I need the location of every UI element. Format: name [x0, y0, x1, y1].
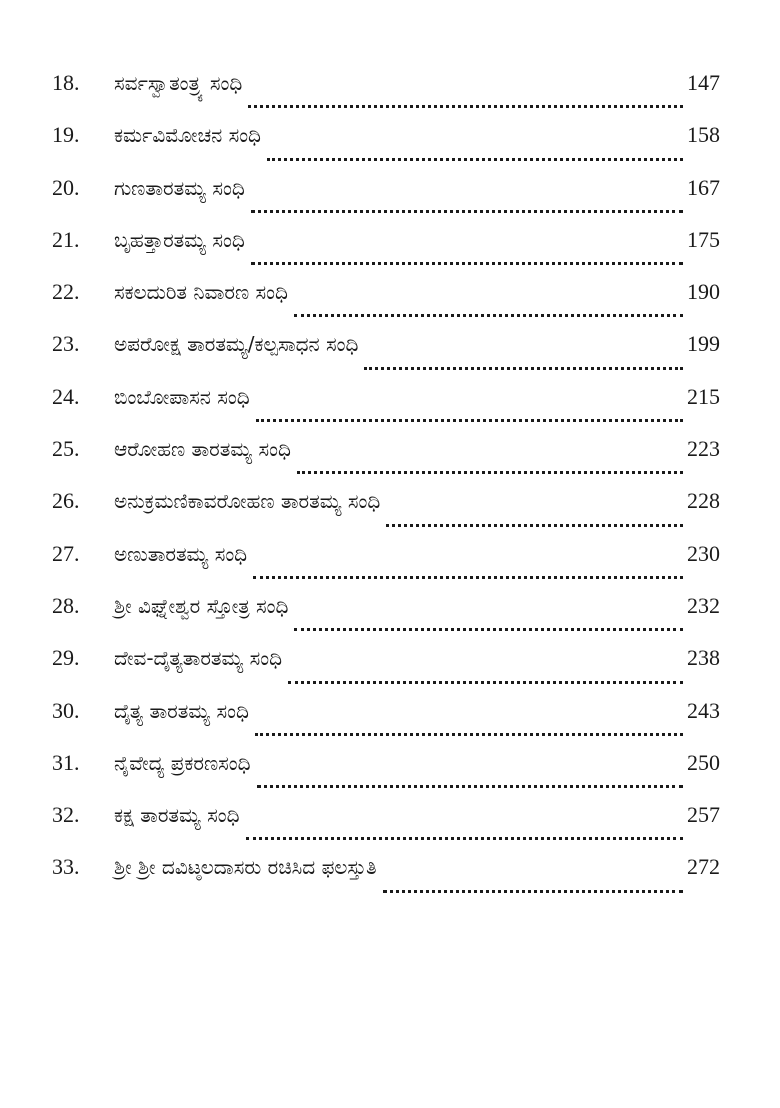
toc-entry-title: ಅಪರೋಕ್ಷ ತಾರತಮ್ಯ/ಕಲ್ಪಸಾಧನ ಸಂಧಿ [114, 332, 359, 357]
toc-entry-page: 257 [687, 802, 720, 828]
toc-entry-title: ಸಕಲದುರಿತ ನಿವಾರಣ ಸಂಧಿ [114, 280, 288, 305]
dot-leader [255, 732, 683, 736]
toc-entry-22 [52, 279, 720, 331]
dot-leader [253, 575, 683, 579]
toc-entry-title: ಗುಣತಾರತಮ್ಯ ಸಂಧಿ [114, 175, 245, 200]
toc-entry-title: ಶ್ರೀ ಶ್ರೀ ದವಿಟ್ಠಲದಾಸರು ರಚಿಸಿದ ಫಲಸ್ತುತಿ [114, 855, 377, 880]
toc-entry-31 [52, 750, 720, 802]
toc-entry-number: 33. [52, 854, 80, 880]
toc-entry-number: 24. [52, 383, 80, 409]
toc-entry-title: ಆರೋಹಣ ತಾರತಮ್ಯ ಸಂಧಿ [114, 437, 291, 462]
dot-leader [267, 157, 683, 161]
dot-leader [383, 889, 683, 893]
toc-entry-28 [52, 593, 720, 645]
dot-leader [256, 418, 683, 422]
dot-leader [251, 209, 683, 213]
toc-entry-30 [52, 698, 720, 750]
toc-entry-number: 21. [52, 226, 80, 252]
toc-entry-page: 230 [687, 540, 720, 566]
dot-leader [251, 261, 683, 265]
dot-leader [246, 836, 683, 840]
toc-entry-page: 238 [687, 645, 720, 671]
dot-leader [364, 366, 683, 370]
toc-entry-number: 20. [52, 174, 80, 200]
toc-entry-number: 32. [52, 802, 80, 828]
toc-entry-number: 22. [52, 279, 80, 305]
toc-entry-page: 199 [687, 331, 720, 357]
toc-entry-number: 19. [52, 122, 80, 148]
toc-entry-title: ಅಣುತಾರತಮ್ಯ ಸಂಧಿ [114, 541, 248, 566]
toc-entry-page: 175 [687, 226, 720, 252]
toc-entry-page: 272 [687, 854, 720, 880]
toc-entry-number: 29. [52, 645, 80, 671]
toc-entry-18 [52, 70, 720, 122]
toc-entry-number: 26. [52, 488, 80, 514]
toc-entry-23 [52, 331, 720, 383]
toc-entry-20 [52, 175, 720, 227]
toc-entry-number: 28. [52, 592, 80, 618]
toc-entry-number: 25. [52, 436, 80, 462]
toc-entry-33 [52, 854, 720, 906]
dot-leader [294, 313, 683, 317]
toc-entry-title: ಅನುಕ್ರಮಣಿಕಾವರೋಹಣ ತಾರತಮ್ಯ ಸಂಧಿ [114, 489, 381, 514]
toc-entry-page: 232 [687, 592, 720, 618]
toc-entry-page: 215 [687, 383, 720, 409]
table-of-contents [52, 70, 720, 907]
toc-entry-25 [52, 436, 720, 488]
dot-leader [288, 680, 683, 684]
toc-entry-title: ಬಿಂಬೋಪಾಸನ ಸಂಧಿ [114, 384, 250, 409]
toc-entry-29 [52, 645, 720, 697]
toc-entry-number: 23. [52, 331, 80, 357]
toc-entry-title: ಬೃಹತ್ತಾರತಮ್ಯ ಸಂಧಿ [114, 227, 245, 252]
dot-leader [386, 523, 683, 527]
toc-entry-title: ಕಕ್ಷ ತಾರತಮ್ಯ ಸಂಧಿ [114, 803, 240, 828]
toc-entry-26 [52, 488, 720, 540]
toc-entry-title: ಶ್ರೀ ವಿಘ್ನೇಶ್ವರ ಸ್ತೋತ್ರ ಸಂಧಿ [114, 593, 289, 618]
toc-entry-page: 223 [687, 436, 720, 462]
toc-entry-19 [52, 122, 720, 174]
toc-entry-page: 250 [687, 749, 720, 775]
toc-entry-title: ಕರ್ಮವಿಮೋಚನ ಸಂಧಿ [114, 123, 261, 148]
toc-entry-32 [52, 802, 720, 854]
toc-entry-page: 158 [687, 122, 720, 148]
toc-entry-title: ದೈತ್ಯ ತಾರತಮ್ಯ ಸಂಧಿ [114, 698, 249, 723]
toc-entry-title: ಸರ್ವಸ್ವಾತಂತ್ರ್ಯ ಸಂಧಿ [114, 71, 243, 95]
toc-entry-title: ನೈವೇದ್ಯ ಪ್ರಕರಣಸಂಧಿ [114, 750, 251, 775]
toc-entry-number: 31. [52, 749, 80, 775]
dot-leader [297, 470, 683, 474]
toc-entry-page: 243 [687, 697, 720, 723]
toc-entry-number: 30. [52, 697, 80, 723]
dot-leader [248, 104, 683, 108]
toc-entry-page: 147 [687, 70, 720, 95]
toc-entry-page: 228 [687, 488, 720, 514]
toc-entry-page: 190 [687, 279, 720, 305]
toc-entry-21 [52, 227, 720, 279]
dot-leader [294, 627, 683, 631]
toc-entry-24 [52, 384, 720, 436]
toc-entry-page: 167 [687, 174, 720, 200]
toc-entry-27 [52, 541, 720, 593]
toc-entry-number: 27. [52, 540, 80, 566]
dot-leader [257, 784, 683, 788]
toc-entry-title: ದೇವ-ದೈತ್ಯತಾರತಮ್ಯ ಸಂಧಿ [114, 646, 283, 671]
toc-entry-number: 18. [52, 70, 80, 95]
